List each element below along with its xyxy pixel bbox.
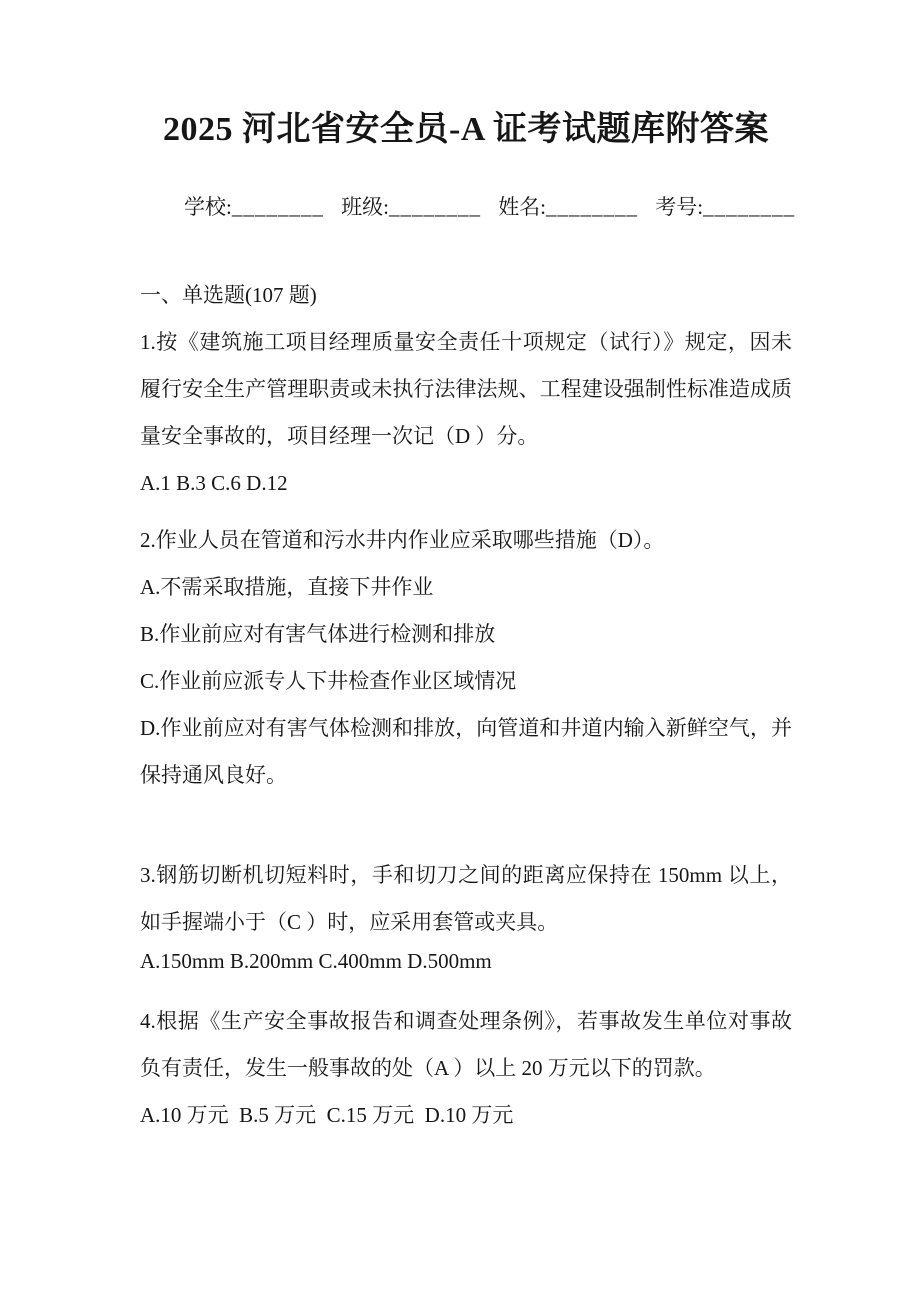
document-content bbox=[140, 0, 796, 1139]
question-2-option-b: B.作业前应对有害气体进行检测和排放 bbox=[140, 622, 496, 646]
question-2-option-d: D.作业前应对有害气体检测和排放，向管道和井道内输入新鲜空气，并保持通风良好。 bbox=[140, 716, 792, 787]
exam-number-field bbox=[655, 195, 795, 219]
class-blank: ________ bbox=[388, 195, 481, 219]
question-4-options: A.10 万元 B.5 万元 C.15 万元 D.10 万元 bbox=[140, 1103, 514, 1127]
question-4-text: 4.根据《生产安全事故报告和调查处理条例》，若事故发生单位对事故负有责任，发生一般事故的处（A ）以上 20 万元以下的罚款。 bbox=[140, 1009, 792, 1080]
question-2-option-a: A.不需采取措施，直接下井作业 bbox=[140, 575, 434, 599]
school-field bbox=[184, 195, 324, 219]
question-1-options: A.1 B.3 C.6 D.12 bbox=[140, 471, 288, 495]
question-2-text: 2.作业人员在管道和污水井内作业应采取哪些措施（D）。 bbox=[140, 528, 665, 552]
question-4 bbox=[140, 998, 792, 1139]
school-blank: ________ bbox=[231, 195, 324, 219]
question-1-text: 1.按《建筑施工项目经理质量安全责任十项规定（试行）》规定，因未履行安全生产管理职责或未执行法律法规、工程建设强制性标准造成质量安全事故的，项目经理一次记（D ）分。 bbox=[140, 330, 792, 448]
question-1 bbox=[140, 319, 792, 507]
name-field bbox=[498, 195, 638, 219]
section-heading: 一、单选题(107 题) bbox=[140, 283, 317, 307]
question-3-options: A.150mm B.200mm C.400mm D.500mm bbox=[140, 949, 492, 973]
question-2-option-c: C.作业前应派专人下井检查作业区域情况 bbox=[140, 669, 517, 693]
question-3-text: 3.钢筋切断机切短料时，手和切刀之间的距离应保持在 150mm 以上，如手握端小于（C ）时，应采用套管或夹具。 bbox=[140, 863, 792, 934]
exam-number-label: 考号: bbox=[655, 195, 704, 219]
question-3 bbox=[140, 852, 792, 985]
class-label: 班级: bbox=[341, 195, 389, 219]
exam-header bbox=[184, 192, 796, 222]
name-label: 姓名: bbox=[498, 195, 547, 219]
page-title: 2025 河北省安全员-A 证考试题库附答案 bbox=[163, 111, 769, 148]
class-field bbox=[341, 195, 481, 219]
school-label: 学校: bbox=[184, 195, 232, 219]
name-blank: ________ bbox=[546, 195, 639, 219]
question-2 bbox=[140, 517, 792, 799]
exam-number-blank: ________ bbox=[703, 195, 796, 219]
